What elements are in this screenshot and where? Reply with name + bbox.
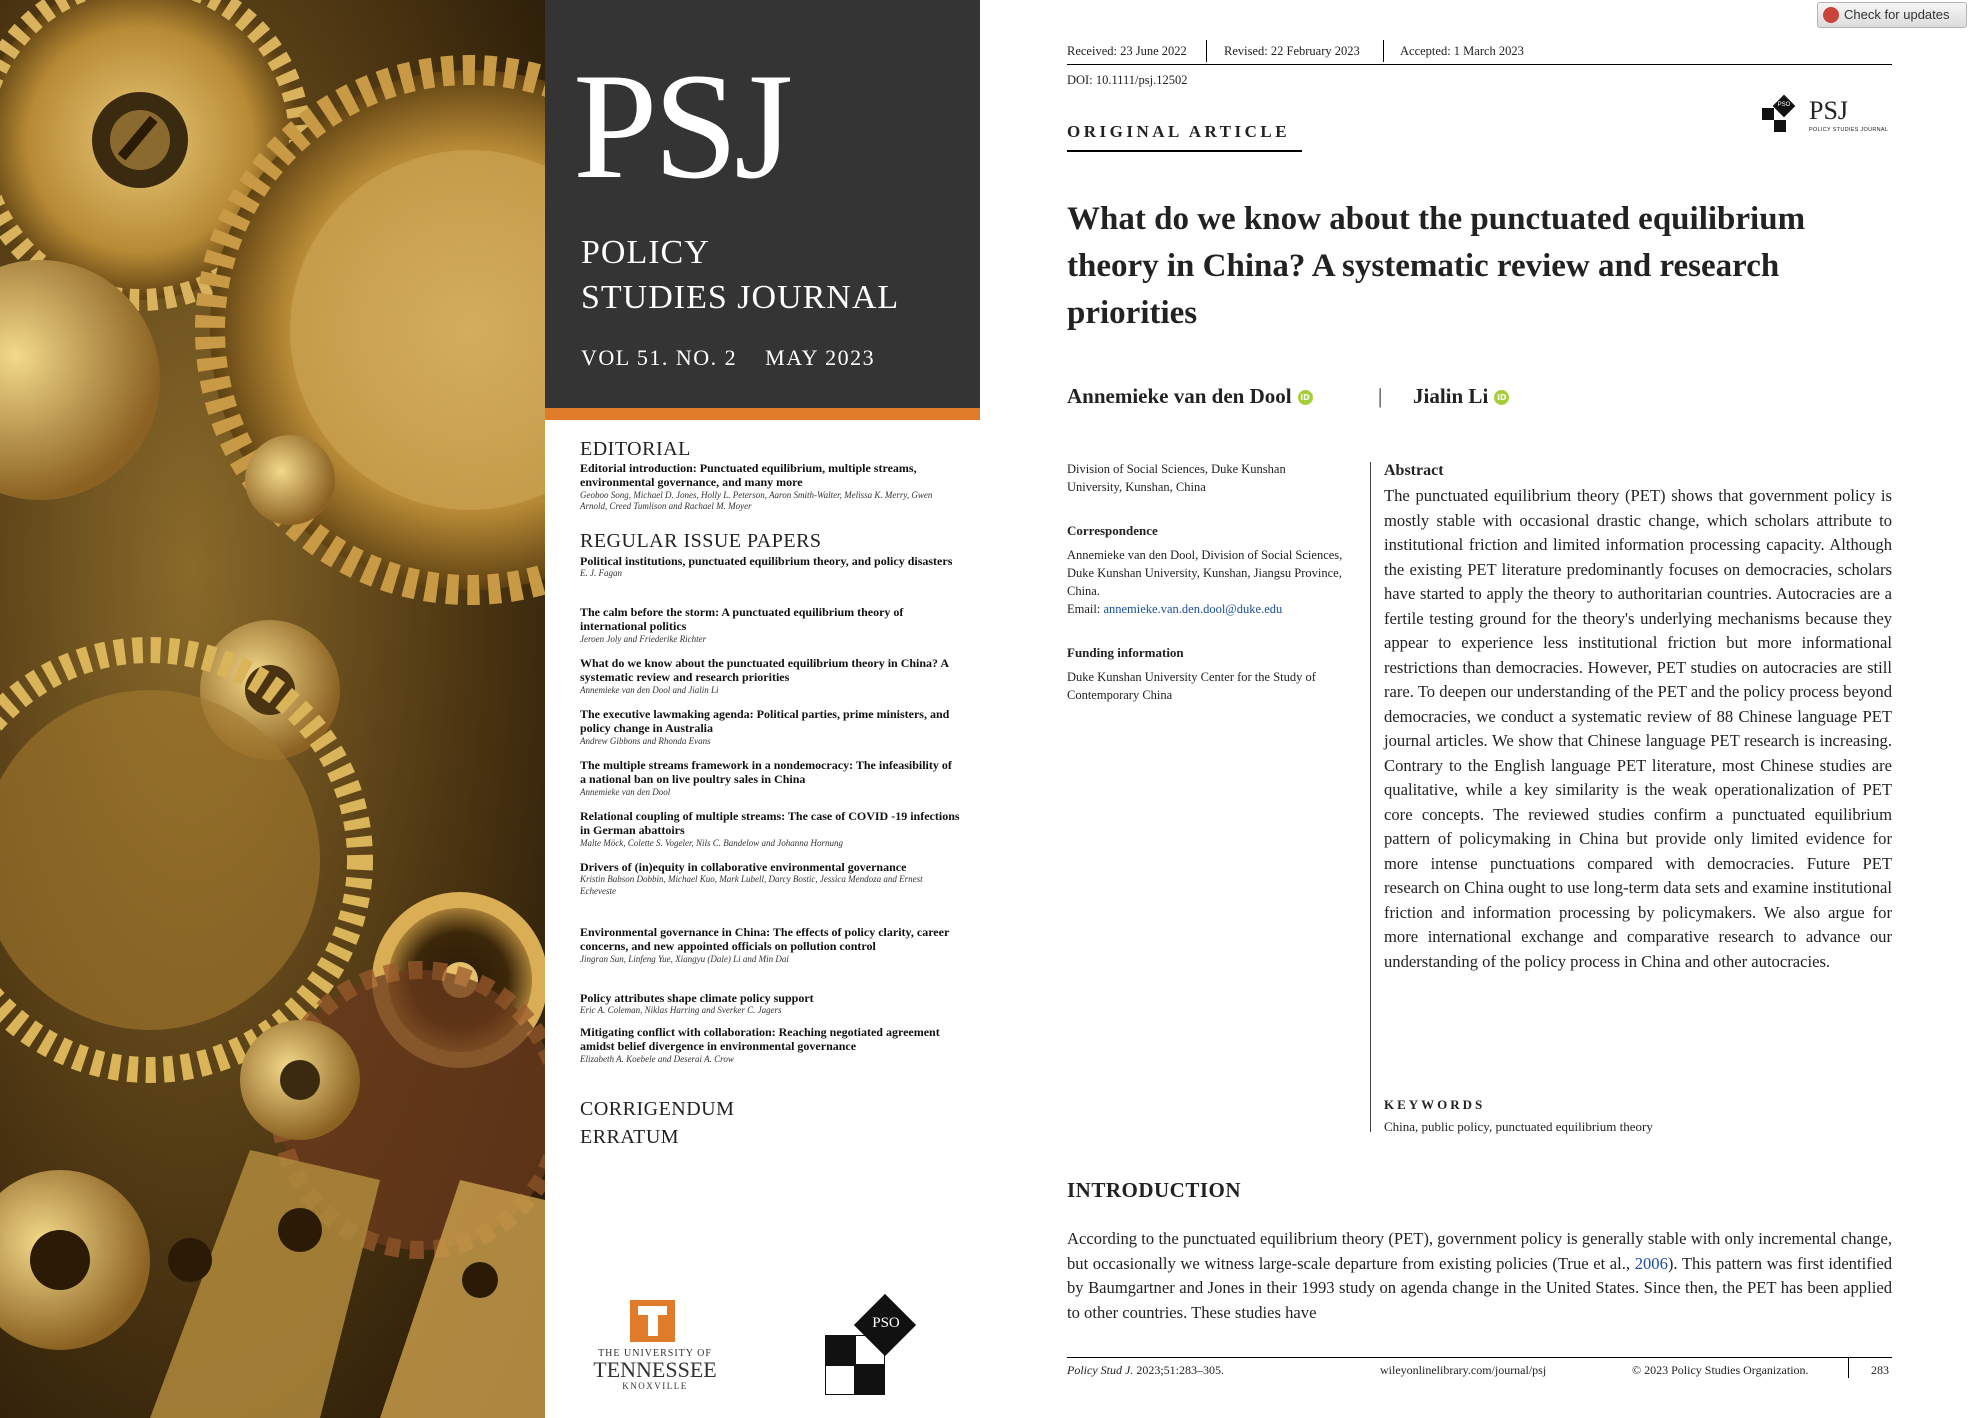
author-separator: |: [1378, 384, 1383, 408]
psj-journal-logo: [1762, 98, 1892, 138]
keywords-text: China, public policy, punctuated equilibrium theory: [1384, 1119, 1653, 1134]
abstract-text: The punctuated equilibrium theory (PET) shows that government policy is mostly stable with occasional drastic change, which scholars attribute to institutional friction and limited information processing capacity. Although the existing PET literature predominantly focuses on democracies, scholars have started to apply the theory to authoritarian countries. Autocracies are a fertile testing ground for the theory's underlying mechanisms because they appear to experience less institutional friction but more informational restrictions than democracies. However, PET studies on autocracies are still rare. To deepen our understanding of the PET and the policy process beyond democracies, we conduct a systematic review of 88 Chinese language PET journal articles. We show that Chinese language PET research is increasing. Contrary to the English language PET literature, most Chinese studies are qualitative, while a key similarity is the weak operationalization of PET core concepts. The reviewed studies confirm a punctuated equilibrium pattern of policymaking in China but provide only limited evidence for more intense punctuations compared with democracies. Future PET research on China ought to use long-term data sets and examine institutional friction and information processing by policymakers. We also argue for more international exchange and comparative research to advance our understanding of the policy process in China and other autocracies.: [1384, 486, 1892, 971]
utk-t-logo: [630, 1300, 675, 1342]
introduction-text: [1067, 1227, 1892, 1325]
email-link[interactable]: annemieke.van.den.dool@duke.edu: [1103, 602, 1283, 616]
toc-item-title: Editorial introduction: Punctuated equilibrium, multiple streams, environmental governance, and many more: [580, 461, 917, 490]
keywords-heading: KEYWORDS: [1384, 1097, 1486, 1112]
pso-logo-text: PSO: [872, 1315, 900, 1331]
correspondence-heading: Correspondence: [1067, 523, 1158, 538]
toc-regular-papers: [580, 530, 960, 553]
author-name[interactable]: Annemieke van den Dool: [1067, 384, 1292, 408]
correspondence-block: [1067, 522, 1347, 618]
cover-psj-logo: PSJ: [573, 42, 790, 210]
utk-line1: THE UNIVERSITY OF: [598, 1348, 712, 1359]
received-date: Received: 23 June 2022: [1067, 44, 1187, 58]
toc-section-heading: EDITORIAL: [580, 438, 691, 460]
funding-text: Duke Kunshan University Center for the Study of Contemporary China: [1067, 670, 1316, 702]
cover-contents: [545, 420, 980, 1418]
cover-gears-image: [0, 0, 545, 1418]
funding-block: [1067, 644, 1362, 704]
cover-journal-name-line2: STUDIES JOURNAL: [581, 279, 900, 316]
toc-item-title: Drivers of (in)equity in collaborative environmental governance: [580, 860, 907, 874]
toc-corrigendum: [580, 1098, 960, 1121]
toc-item-authors: Andrew Gibbons and Rhonda Evans: [580, 735, 711, 746]
cover-journal-name-line1: POLICY: [581, 234, 710, 271]
intro-text-part: According to the punctuated equilibrium theory (PET), government policy is generally stable with only incremental change, but occasionally we witness large-scale departure from existing policies (True et al.,: [1067, 1229, 1892, 1273]
abstract-rule: [1370, 462, 1371, 1132]
toc-editorial: [580, 438, 960, 512]
toc-item-authors: Eric A. Coleman, Niklas Harring and Sverker C. Jagers: [580, 1005, 782, 1016]
psj-logo-pso: PSO: [1777, 102, 1791, 108]
toc-item-authors: Geoboo Song, Michael D. Jones, Holly L. Peterson, Aaron Smith-Walter, Melissa K. Merry, Gwen Arnold, Creed Tumlison and Rachael M. Moyer: [580, 489, 933, 512]
toc-section-heading: REGULAR ISSUE PAPERS: [580, 530, 822, 552]
page-number: 283: [1871, 1363, 1889, 1377]
utk-wordmark: [580, 1348, 730, 1391]
toc-item-title: The calm before the storm: A punctuated equilibrium theory of international politics: [580, 605, 904, 634]
orcid-icon[interactable]: iD: [1298, 390, 1313, 405]
toc-item-title: Relational coupling of multiple streams: The case of COVID -19 infections in German abattoirs: [580, 809, 960, 838]
utk-line2: TENNESSEE: [593, 1357, 717, 1382]
toc-item-authors: Annemieke van den Dool and Jialin Li: [580, 684, 719, 695]
cover-masthead: [545, 0, 980, 408]
toc-item: [580, 809, 960, 849]
check-for-updates-label: Check for updates: [1844, 7, 1950, 22]
affiliation: Division of Social Sciences, Duke Kunshan University, Kunshan, China: [1067, 462, 1286, 494]
article-type-rule: [1067, 150, 1302, 152]
toc-item-authors: Jeroen Joly and Friederike Richter: [580, 633, 707, 644]
article-title: What do we know about the punctuated equilibrium theory in China? A systematic review and research priorities: [1067, 201, 1806, 331]
toc-item: [580, 707, 960, 747]
footer-copyright: © 2023 Policy Studies Organization.: [1632, 1363, 1809, 1377]
toc-item-title: The multiple streams framework in a nondemocracy: The infeasibility of a national ban on live poultry sales in China: [580, 758, 952, 787]
toc-section-heading: ERRATUM: [580, 1126, 680, 1148]
psj-logo-text: PSJ: [1809, 96, 1849, 125]
author-name[interactable]: Jialin Li: [1413, 384, 1489, 408]
abstract-heading: Abstract: [1384, 462, 1444, 479]
pso-logo: [825, 1305, 925, 1405]
toc-item-authors: E. J. Fagan: [580, 568, 622, 579]
author-2: [1413, 384, 1509, 409]
footer-journal: Policy Stud J.: [1067, 1363, 1134, 1377]
footer-rule: [1067, 1357, 1892, 1358]
cover-volume: VOL 51. NO. 2 MAY 2023: [581, 345, 876, 370]
article-type: ORIGINAL ARTICLE: [1067, 122, 1291, 141]
footer-ref: 2023;51:283–305.: [1133, 1363, 1224, 1377]
revised-date: Revised: 22 February 2023: [1224, 44, 1360, 58]
cover-accent-bar: [545, 408, 980, 420]
toc-item: [580, 860, 960, 897]
toc-item: [580, 925, 960, 965]
toc-item: [580, 1025, 960, 1065]
toc-item-title: Political institutions, punctuated equilibrium theory, and policy disasters: [580, 554, 953, 568]
toc-item-title: Mitigating conflict with collaboration: Reaching negotiated agreement amidst belief divergence in environmental governance: [580, 1025, 940, 1054]
toc-item: [580, 554, 960, 580]
toc-item-authors: Jingran Sun, Linfeng Yue, Xiangyu (Dale) Li and Min Dai: [580, 953, 789, 964]
footer-url[interactable]: wileyonlinelibrary.com/journal/psj: [1380, 1363, 1547, 1377]
toc-item-authors: Malte Möck, Colette S. Vogeler, Nils C. Bandelow and Johanna Hornung: [580, 837, 843, 848]
toc-item-title: Policy attributes shape climate policy support: [580, 991, 814, 1005]
correspondence-text: Annemieke van den Dool, Division of Social Sciences, Duke Kunshan University, Kunshan, Jiangsu Province, China.: [1067, 548, 1343, 598]
meta-divider: [1383, 40, 1384, 62]
toc-item-authors: Annemieke van den Dool: [580, 786, 671, 797]
header-rule: [1067, 64, 1892, 65]
gears-illustration: [0, 0, 545, 1418]
introduction-heading: INTRODUCTION: [1067, 1178, 1242, 1202]
toc-item-title: Environmental governance in China: The effects of policy clarity, career concerns, and new appointed officials on pollution control: [580, 925, 950, 954]
toc-item-title: The executive lawmaking agenda: Political parties, prime ministers, and policy change in Australia: [580, 707, 950, 736]
intro-text-part: ). This pattern was first identified by Baumgartner and Jones in their 1993 study on agenda change in the United States. Since then, the PET has been applied to other countries. These studies have: [1067, 1253, 1893, 1322]
email-label: Email:: [1067, 602, 1101, 616]
citation-link[interactable]: 2006: [1634, 1253, 1668, 1273]
doi[interactable]: DOI: 10.1111/psj.12502: [1067, 73, 1188, 87]
toc-item: [580, 991, 960, 1017]
meta-divider: [1206, 40, 1207, 62]
toc-section-heading: CORRIGENDUM: [580, 1098, 735, 1120]
psj-logo-subtext: POLICY STUDIES JOURNAL: [1809, 127, 1889, 133]
accepted-date: Accepted: 1 March 2023: [1400, 44, 1524, 58]
funding-heading: Funding information: [1067, 645, 1184, 660]
crossmark-icon: [1823, 7, 1839, 23]
toc-item: [580, 656, 960, 696]
check-for-updates-button[interactable]: [1817, 2, 1967, 28]
footer-divider: [1848, 1358, 1849, 1378]
author-1: [1067, 384, 1313, 409]
toc-item-authors: Elizabeth A. Koebele and Deserai A. Crow: [580, 1053, 734, 1064]
toc-item-title: What do we know about the punctuated equilibrium theory in China? A systematic review and research priorities: [580, 656, 949, 685]
orcid-icon[interactable]: iD: [1494, 390, 1509, 405]
utk-line3: KNOXVILLE: [622, 1381, 688, 1391]
correspondence-email: [1067, 600, 1347, 618]
toc-item-authors: Kristin Babson Dobbin, Michael Kuo, Mark Lubell, Darcy Bostic, Jessica Mendoza and Ernest Echeveste: [580, 874, 923, 896]
toc-item: [580, 758, 960, 798]
toc-erratum: [580, 1126, 960, 1149]
toc-item: [580, 605, 960, 645]
footer-citation: [1067, 1363, 1224, 1378]
